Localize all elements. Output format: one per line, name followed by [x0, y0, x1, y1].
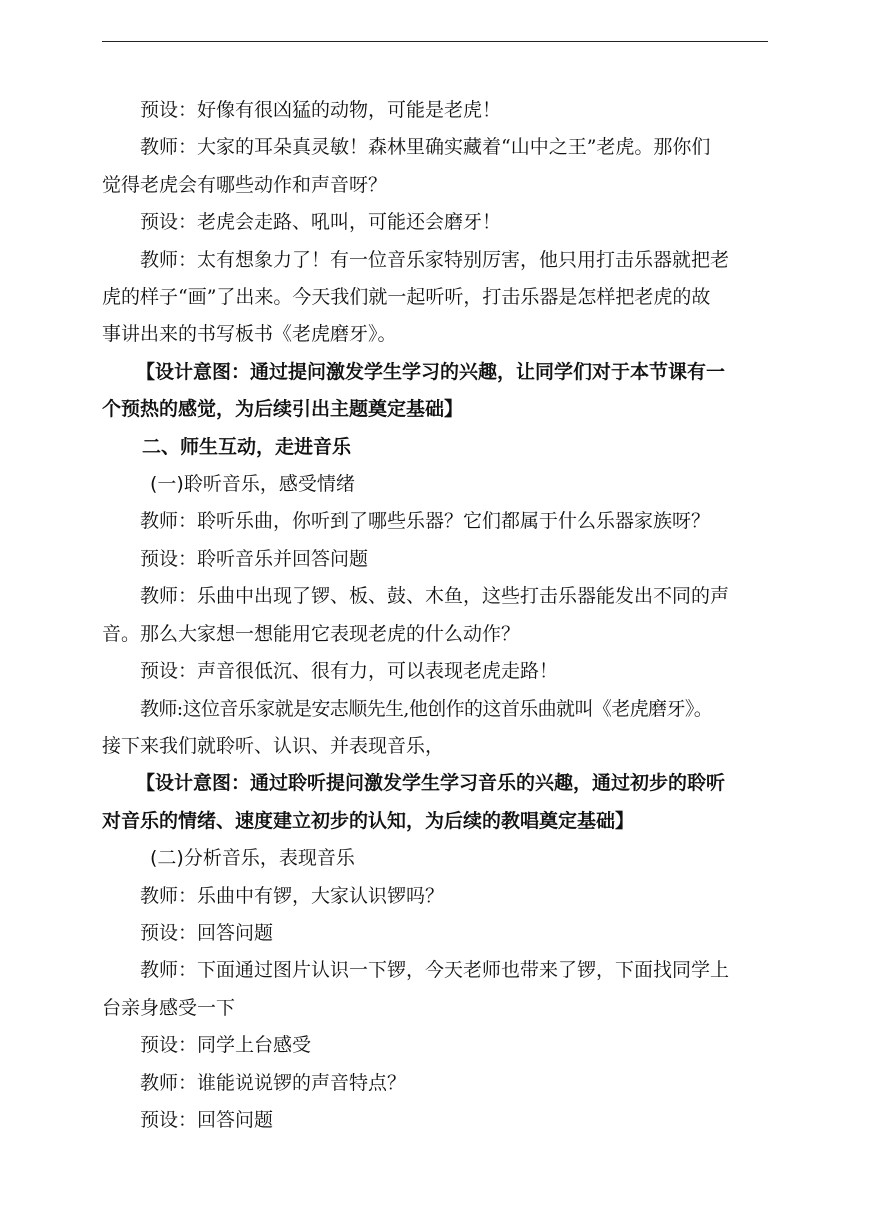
paragraph-teacher: 教师：大家的耳朵真灵敏！森林里确实藏着“山中之王”老虎。那你们 觉得老虎会有哪些动作和声音呀？	[102, 136, 711, 196]
paragraph-teacher: 教师：乐曲中有锣，大家认识锣吗？	[140, 884, 445, 907]
paragraph-preset: 预设：好像有很凶猛的动物，可能是老虎！	[140, 99, 502, 121]
paragraph-teacher: 教师：太有想象力了！有一位音乐家特别厉害，他只用打击乐器就把老 虎的样子“画”了出来。今天我们就一起听听，打击乐器是怎样把老虎的故 事讲出来的书写板书《老虎磨牙》。	[102, 248, 730, 346]
paragraph-preset: 预设：回答问题	[140, 921, 274, 944]
paragraph-preset: 预设：回答问题	[140, 1108, 274, 1131]
design-intent-paragraph: 【设计意图：通过聆听提问激发学生学习音乐的兴趣，通过初步的聆听 对音乐的情绪、速度建立初步的认知，为后续的教唱奠定基础】	[102, 772, 726, 832]
paragraph-teacher: 教师：乐曲中出现了锣、板、鼓、木鱼，这些打击乐器能发出不同的声 音。那么大家想一想能用它表现老虎的什么动作？	[102, 585, 730, 645]
paragraph-teacher: 教师：谁能说说锣的声音特点？	[140, 1071, 407, 1094]
paragraph-teacher: 教师：聆听乐曲，你听到了哪些乐器？它们都属于什么乐器家族呀？	[140, 510, 711, 533]
paragraph-preset: 预设：同学上台感受	[140, 1034, 312, 1057]
document-body	[102, 92, 768, 1139]
header-rule	[102, 41, 768, 42]
paragraph-teacher: 教师：下面通过图片认识一下锣，今天老师也带来了锣，下面找同学上 台亲身感受一下	[102, 959, 730, 1019]
paragraph-preset: 预设：声音很低沉、很有力，可以表现老虎走路！	[140, 660, 559, 683]
subsection-heading: (二)分析音乐，表现音乐	[150, 847, 355, 870]
design-intent-paragraph: 【设计意图：通过提问激发学生学习的兴趣，让同学们对于本节课有一 个预热的感觉，为后续引出主题奠定基础】	[102, 360, 726, 421]
paragraph-teacher: 教师:这位音乐家就是安志顺先生,他创作的这首乐曲就叫《老虎磨牙》。 接下来我们就聆听、认识、并表现音乐，	[102, 697, 713, 757]
subsection-heading: (一)聆听音乐，感受情绪	[150, 473, 355, 496]
paragraph-preset: 预设：聆听音乐并回答问题	[140, 547, 369, 570]
section-heading: 二、师生互动，走进音乐	[142, 435, 352, 458]
paragraph-preset: 预设：老虎会走路、吼叫，可能还会磨牙！	[140, 211, 502, 234]
